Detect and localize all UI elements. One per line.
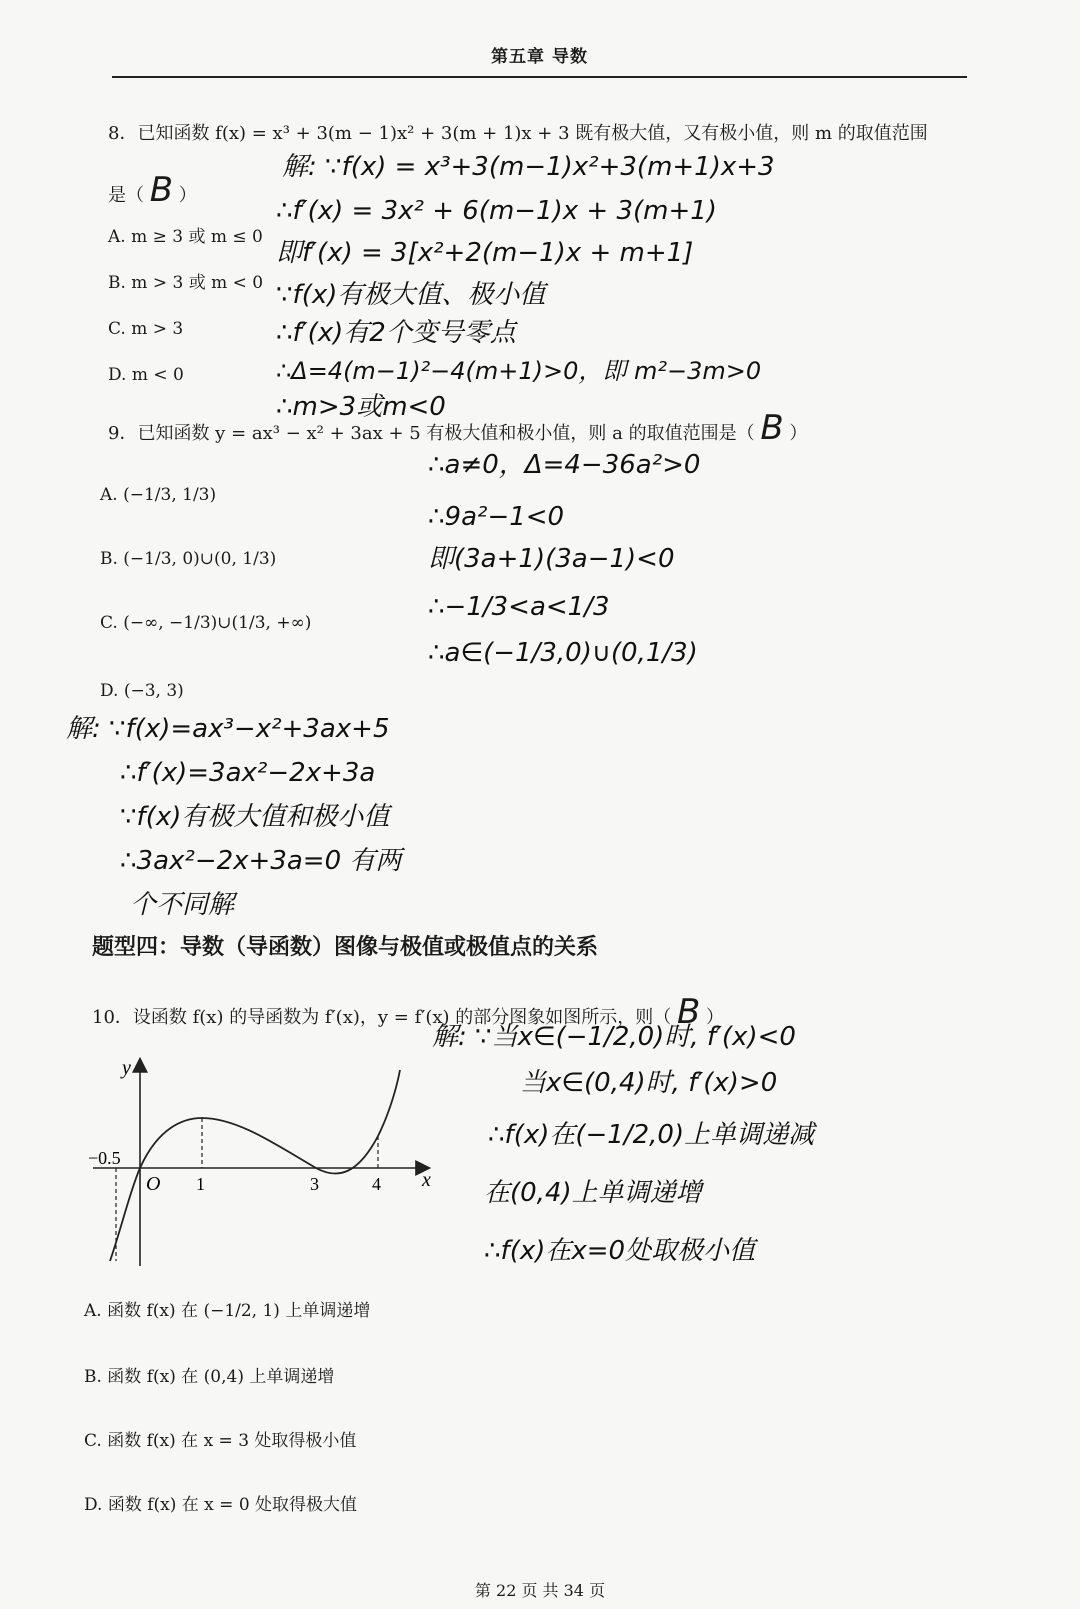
q8-hw-line7: ∴m>3或m<0 — [276, 392, 446, 422]
x-axis-label: x — [422, 1169, 431, 1191]
q10-hw-line3: ∴f(x)在(−1/2,0)上单调递减 — [488, 1120, 815, 1150]
q10-hw-line2: 当x∈(0,4)时, f′(x)>0 — [520, 1068, 778, 1098]
q10-hw-line4: 在(0,4)上单调递增 — [484, 1178, 702, 1208]
q8-option-a: A. m ≥ 3 或 m ≤ 0 — [108, 227, 263, 247]
q8-hw-line2: ∴f′(x) = 3x² + 6(m−1)x + 3(m+1) — [276, 196, 717, 226]
section-title: 题型四：导数（导函数）图像与极值或极值点的关系 — [92, 935, 599, 960]
q8-stem-line1: 8．已知函数 f(x) = x³ + 3(m − 1)x² + 3(m + 1)x + 3 既有极大值，又有极小值，则 m 的取值范围 — [108, 123, 928, 144]
q8-stem-open: 是（ — [108, 185, 144, 206]
q9-hw-left-3: ∵f(x)有极大值和极小值 — [120, 802, 390, 832]
q9-hw-left-4: ∴3ax²−2x+3a=0 有两 — [120, 846, 402, 876]
q9-hw-right-3: 即(3a+1)(3a−1)<0 — [428, 544, 675, 574]
q8-option-d: D. m < 0 — [108, 365, 184, 385]
q9-option-b: B. (−1/3, 0)∪(0, 1/3) — [100, 549, 277, 569]
q8-option-c: C. m > 3 — [108, 319, 184, 339]
q8-stem-line2 — [108, 170, 197, 210]
derivative-graph — [88, 1056, 448, 1276]
q9-option-d: D. (−3, 3) — [100, 681, 184, 701]
tick-label-4: 4 — [372, 1174, 381, 1194]
derivative-curve — [110, 1070, 400, 1261]
q10-stem-text: 10．设函数 f(x) 的导函数为 f′(x)，y = f′(x) 的部分图象如图所示，则（ — [92, 1007, 672, 1028]
q9-hw-left-5: 个不同解 — [130, 890, 235, 920]
q9-stem-close: ） — [789, 423, 808, 444]
q8-hw-line3: 即f′(x) = 3[x²+2(m−1)x + m+1] — [276, 238, 694, 268]
q9-stem — [108, 408, 808, 448]
q9-hw-left-2: ∴f′(x)=3ax²−2x+3a — [120, 758, 376, 788]
tick-label-1: 1 — [196, 1174, 205, 1194]
q9-hw-left-1: 解: ∵f(x)=ax³−x²+3ax+5 — [66, 714, 390, 744]
chapter-title: 第五章 导数 — [491, 47, 588, 67]
q9-hw-right-5: ∴a∈(−1/3,0)∪(0,1/3) — [428, 638, 698, 668]
chapter-header — [112, 42, 967, 78]
q10-option-c: C. 函数 f(x) 在 x = 3 处取得极小值 — [84, 1431, 357, 1451]
origin-label: O — [146, 1173, 161, 1195]
q10-option-b: B. 函数 f(x) 在 (0,4) 上单调递增 — [84, 1367, 335, 1387]
q8-hw-line5: ∴f′(x)有2个变号零点 — [276, 318, 516, 348]
page-footer: 第 22 页 共 34 页 — [474, 1581, 606, 1600]
q9-hw-right-4: ∴−1/3<a<1/3 — [428, 592, 610, 622]
q10-answer: B — [676, 992, 701, 1032]
q9-answer: B — [760, 408, 784, 448]
q8-hw-line6: ∴Δ=4(m−1)²−4(m+1)>0，即 m²−3m>0 — [276, 357, 762, 385]
q10-stem-close: ） — [706, 1007, 725, 1028]
q8-option-b: B. m > 3 或 m < 0 — [108, 273, 264, 293]
q9-hw-right-2: ∴9a²−1<0 — [428, 502, 565, 532]
q8-stem-close: ） — [178, 185, 197, 206]
y-axis-label: y — [122, 1057, 131, 1079]
q9-option-a: A. (−1/3, 1/3) — [100, 485, 217, 505]
neg-half-label: −0.5 — [88, 1148, 121, 1168]
q10-hw-line5: ∴f(x)在x=0处取极小值 — [484, 1236, 756, 1266]
q8-hw-line4: ∵f(x)有极大值、极小值 — [276, 280, 546, 310]
tick-label-3: 3 — [310, 1174, 319, 1194]
q10-option-d: D. 函数 f(x) 在 x = 0 处取得极大值 — [84, 1495, 358, 1515]
q10-hw-line1: 解: ∵当x∈(−1/2,0)时, f′(x)<0 — [432, 1022, 796, 1052]
q8-hw-line1: 解: ∵f(x) = x³+3(m−1)x²+3(m+1)x+3 — [282, 152, 775, 182]
q9-stem-text: 9．已知函数 y = ax³ − x² + 3ax + 5 有极大值和极小值，则 a 的取值范围是（ — [108, 423, 755, 444]
q8-answer: B — [149, 170, 174, 210]
q9-option-c: C. (−∞, −1/3)∪(1/3, +∞) — [100, 613, 312, 633]
q10-option-a: A. 函数 f(x) 在 (−1/2, 1) 上单调递增 — [84, 1301, 371, 1321]
q9-hw-right-1: ∴a≠0，Δ=4−36a²>0 — [428, 450, 701, 480]
